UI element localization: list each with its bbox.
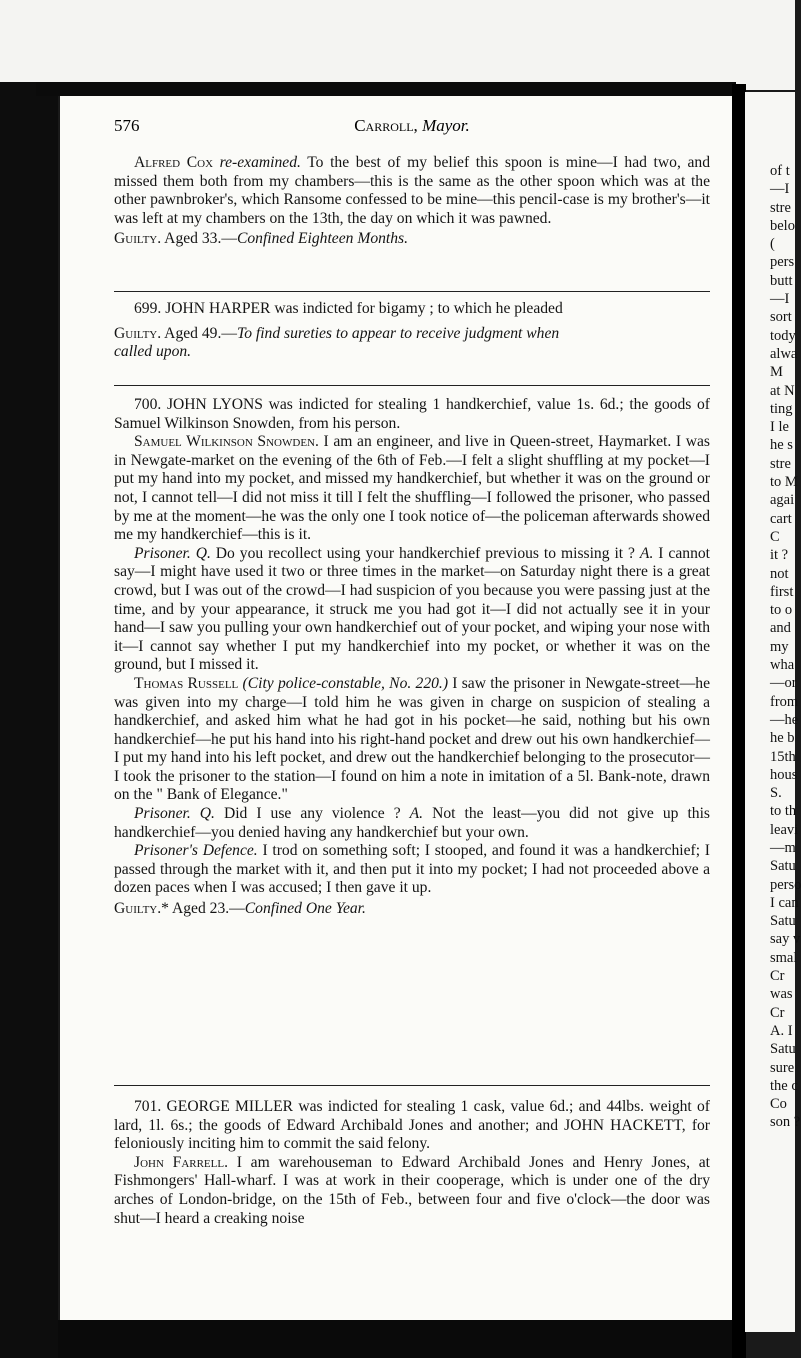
facing-page-line: Satu xyxy=(770,913,796,930)
facing-page-line: and xyxy=(770,620,791,637)
facing-page-line: sort xyxy=(770,309,792,326)
case-intro: 701. GEORGE MILLER was indicted for stealing 1 cask, value 6d.; and 44lbs. weight of lard, 1l. 6s.; the goods of Edward Archibald Jones and another; and JOHN HACKETT, for feloniously inciting him to commit the said felony. xyxy=(114,1098,710,1153)
facing-page-line: stre xyxy=(770,455,791,472)
facing-page-line: —I xyxy=(770,291,790,308)
prisoner-defence xyxy=(114,842,710,898)
facing-page-line: M xyxy=(770,364,783,381)
facing-page-line: he s xyxy=(770,437,793,454)
age: Aged 49.— xyxy=(161,324,237,342)
facing-page-line: —m xyxy=(770,839,796,856)
facing-page-line: leavi xyxy=(770,821,799,838)
answer-mark-label: A. xyxy=(639,544,654,562)
age: Aged 23.— xyxy=(168,900,245,918)
case-intro: 699. JOHN HARPER was indicted for bigamy ; to which he pleaded xyxy=(134,300,563,317)
book-gutter xyxy=(732,84,746,1358)
book-binding-edge xyxy=(0,82,58,1358)
facing-page-line: C xyxy=(770,528,780,545)
age: Aged 33.— xyxy=(161,230,237,248)
speaker-label: Prisoner. xyxy=(134,544,191,562)
facing-page-line: the c xyxy=(770,1077,798,1094)
case-699 xyxy=(114,300,710,362)
question-text: Do you recollect using your handkerchief previous to missing it ? xyxy=(210,544,640,562)
facing-page-line: cart xyxy=(770,510,792,527)
testimony-text: I am an engineer, and live in Queen-street, Haymarket. I was in Newgate-market on the evening of the 6th of Feb.—I felt a slight shuffling at my pocket—I put my hand into my pocket, and missed my handkerchief, but whether it was on the ground or not, I cannot tell—I did not miss it till I felt the shuffling—I followed the prisoner, who passed by me at the moment—he was the only one I took notice of—the policeman afterwards showed me my handkerchief—this is it. xyxy=(114,433,710,544)
case-701 xyxy=(114,1098,710,1228)
facing-page-line: at N xyxy=(770,382,795,399)
case-verdict xyxy=(114,325,710,344)
sentence: Confined Eighteen Months. xyxy=(236,230,409,248)
facing-page-line: agai xyxy=(770,492,795,509)
facing-page-line: I le xyxy=(770,419,789,436)
testimony-text: I saw the prisoner in Newgate-street—he was given into my charge—I told him he was given in charge on suspicion of stealing a handkerchief, and asked him what he had got in his pocket—he said, nothing but his own handkerchief—he put his hand into his right-hand pocket and drew out his own handkerchief—I put my hand into his left pocket, and drew out the handkerchief belonging to the prosecutor—I took the prisoner to the station—I found on him a note in imitation of a 5l. Bank-note, drawn on the " Bank of Elegance." xyxy=(114,674,710,804)
facing-page-line: Satu xyxy=(770,858,796,875)
prisoner-question-1 xyxy=(114,545,710,675)
question-text: Did I use any violence ? xyxy=(214,805,410,823)
sentence: Confined One Year. xyxy=(244,900,366,918)
defence-label: Prisoner's Defence. xyxy=(134,842,258,860)
facing-page-line: pers xyxy=(770,254,795,271)
verdict: Guilty. xyxy=(114,324,162,342)
facing-page-line: I can xyxy=(770,894,799,911)
verdict: Guilty. xyxy=(114,230,162,248)
facing-page-line: ting xyxy=(770,400,793,417)
answer-mark-label: A. xyxy=(409,805,424,823)
facing-page-line: of t xyxy=(770,163,790,179)
facing-page-line: ( xyxy=(770,236,775,253)
speaker-note: (City police-constable, No. 220.) xyxy=(238,674,449,692)
facing-page-line: belo xyxy=(770,217,795,234)
case-verdict xyxy=(114,900,710,919)
question-mark-label: Q. xyxy=(195,544,211,562)
sentence-continued: called upon. xyxy=(114,343,192,361)
facing-page-line: from xyxy=(770,693,799,710)
question-mark-label: Q. xyxy=(199,805,215,823)
facing-page-line: S. xyxy=(770,785,782,802)
facing-page-line: to o xyxy=(770,602,793,619)
facing-page-line: alwa xyxy=(770,345,798,362)
facing-page-line: butt xyxy=(770,272,793,289)
answer-text: I cannot say—I might have used it two or three times in the market—on Saturday night there is a great crowd, but I was out of the crowd—I had suspicion of you because you were passing just at the time, and by your appearance, it struck me you had got it—I did not actually see it in your hand—I saw you pulling your own handkerchief out of your pocket, and wiping your nose with it—I cannot say whether I put my handkerchief into my pocket, or whether it was on the ground, but I missed it. xyxy=(114,544,710,674)
facing-page-line: Cr xyxy=(770,1004,785,1021)
speaker-name: Thomas Russell xyxy=(134,674,239,692)
facing-page-line: to M xyxy=(770,474,798,491)
case-divider xyxy=(114,291,710,292)
speaker-name: Samuel Wilkinson Snowden. xyxy=(134,433,319,451)
running-head-name: Carroll, xyxy=(354,116,423,135)
facing-page-line: stre xyxy=(770,199,791,216)
page-number: 576 xyxy=(114,116,140,135)
snowden-testimony xyxy=(114,433,710,545)
facing-page-line: it ? xyxy=(770,547,789,564)
facing-page-line: was xyxy=(770,986,793,1003)
cox-block xyxy=(114,154,710,249)
sentence: To find sureties to appear to receive judgment when xyxy=(236,324,560,342)
facing-page-line: sure xyxy=(770,1059,795,1076)
speaker-name: Alfred Cox xyxy=(134,154,214,171)
facing-page-line: —he xyxy=(770,711,799,728)
speaker-note: re-examined. xyxy=(213,154,301,171)
scan-background xyxy=(0,0,795,90)
book-top-edge xyxy=(36,82,736,96)
running-head-title xyxy=(114,116,710,136)
facing-page-line: to th xyxy=(770,803,797,820)
case-divider xyxy=(114,385,710,386)
facing-page-line: Cr xyxy=(770,968,785,985)
case-divider xyxy=(114,1085,710,1086)
case-intro: 700. JOHN LYONS was indicted for stealing 1 handkerchief, value 1s. 6d.; the goods of Samuel Wilkinson Snowden, from his person. xyxy=(114,396,710,432)
facing-page-line: wha xyxy=(770,657,795,674)
facing-page-line: perso xyxy=(770,876,801,893)
verdict: Guilty.* xyxy=(114,900,169,918)
facing-page-line: say v xyxy=(770,931,801,948)
speaker-label: Prisoner. xyxy=(134,805,191,823)
facing-page-line: A. I xyxy=(770,1022,793,1039)
facing-page-line: —I xyxy=(770,181,790,198)
facing-page-edge xyxy=(745,92,801,1332)
facing-page-line: —or xyxy=(770,675,797,692)
farrell-testimony xyxy=(114,1154,710,1228)
russell-testimony xyxy=(114,675,710,805)
facing-page-line: he b xyxy=(770,730,795,747)
cox-verdict xyxy=(114,230,710,249)
facing-page-line: smal xyxy=(770,949,798,966)
defence-text: I trod on something soft; I stooped, and found it was a handkerchief; I passed through the market with it, and then put it into my pocket; I had not proceeded above a dozen paces when I was accused; I then gave it up. xyxy=(114,842,710,897)
facing-page-line: first xyxy=(770,583,794,600)
facing-page-line: tody xyxy=(770,327,796,344)
facing-page-line: Satu xyxy=(770,1041,796,1058)
cox-testimony xyxy=(114,154,710,228)
testimony-text: To the best of my belief this spoon is mine—I had two, and missed them both from my chambers—this is the same as the other spoon which was at the other pawnbroker's, which Ransome confessed to be mine—this pencil-case is my brother's—it was left at my chambers on the 13th, the day on which it was pawned. xyxy=(114,154,710,227)
facing-page-line: hous xyxy=(770,766,798,783)
facing-page-lines xyxy=(745,92,801,1132)
case-700 xyxy=(114,396,710,919)
facing-page-line: 15th xyxy=(770,748,796,765)
book-bottom-edge xyxy=(58,1320,738,1358)
facing-page-line: not xyxy=(770,565,789,582)
running-head-role: Mayor. xyxy=(422,116,470,135)
facing-page-line: my xyxy=(770,638,789,655)
running-head xyxy=(114,116,710,140)
facing-page-line: Co xyxy=(770,1096,787,1113)
prisoner-question-2 xyxy=(114,805,710,842)
testimony-text: I am warehouseman to Edward Archibald Jones and Henry Jones, at Fishmongers' Hall-wharf. I was at work in their cooperage, which is under one of the dry arches of London-bridge, on the 15th of Feb., between four and five o'clock—the door was shut—I heard a creaking noise xyxy=(114,1153,710,1227)
speaker-name: John Farrell. xyxy=(134,1153,228,1171)
answer-text: Not the least—you did not give up this handkerchief—you denied having any handkerchief but your own. xyxy=(114,805,710,841)
facing-page-line: son ? xyxy=(770,1114,801,1131)
